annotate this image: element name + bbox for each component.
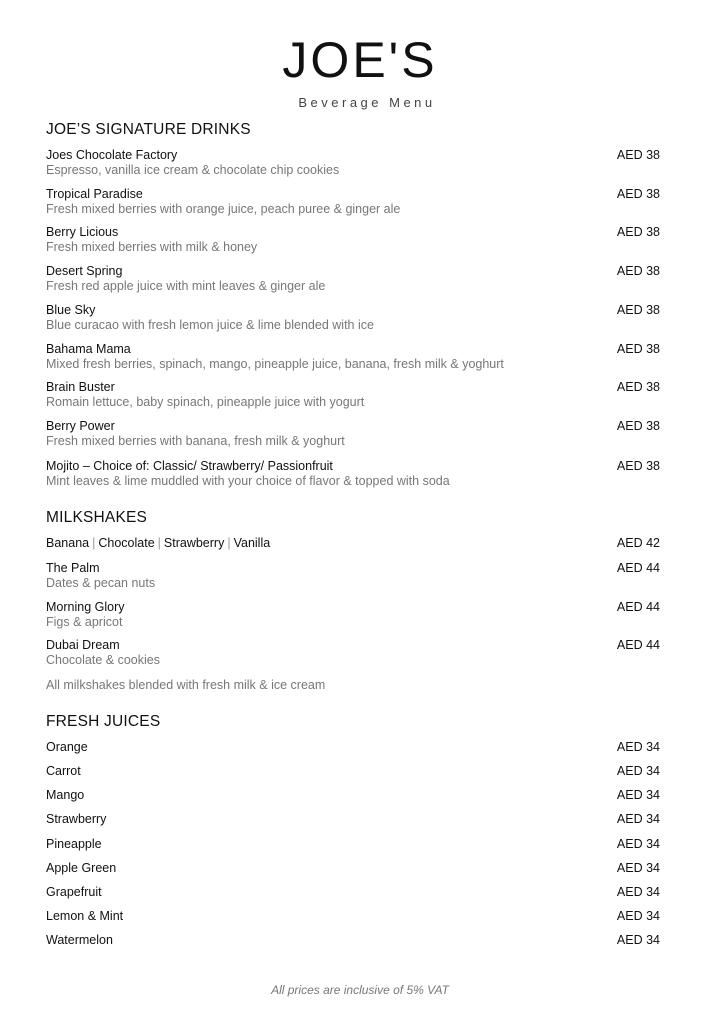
item-description: Romain lettuce, baby spinach, pineapple juice with yogurt [46, 395, 365, 409]
item-description: Blue curacao with fresh lemon juice & lime blended with ice [46, 318, 374, 332]
item-name: Apple Green [46, 861, 117, 875]
flavor-banana: Banana [46, 536, 90, 550]
item-name: Lemon & Mint [46, 909, 124, 923]
item-description: Dates & pecan nuts [46, 576, 156, 590]
item-name: Pineapple [46, 837, 102, 851]
section-title-signature: JOE’S SIGNATURE DRINKS [46, 121, 251, 138]
item-price: AED 34 [616, 740, 660, 754]
item-name: Orange [46, 740, 88, 754]
milkshake-flavors-row [46, 536, 660, 551]
item-price: AED 34 [616, 861, 660, 875]
menu-item [46, 561, 660, 591]
menu-item [46, 380, 660, 410]
item-price: AED 42 [616, 536, 660, 550]
item-price: AED 34 [616, 764, 660, 778]
item-price: AED 38 [616, 459, 660, 473]
item-name: Carrot [46, 764, 81, 778]
item-description: Fresh red apple juice with mint leaves & ginger ale [46, 279, 326, 293]
menu-item [46, 812, 660, 827]
item-price: AED 34 [616, 837, 660, 851]
flavor-separator: | [157, 536, 161, 550]
item-name: Berry Licious [46, 225, 119, 239]
item-description: Mixed fresh berries, spinach, mango, pineapple juice, banana, fresh milk & yoghurt [46, 357, 504, 371]
flavor-strawberry: Strawberry [163, 536, 225, 550]
item-price: AED 38 [616, 380, 660, 394]
menu-item [46, 764, 660, 779]
flavor-chocolate: Chocolate [98, 536, 155, 550]
item-description: Fresh mixed berries with orange juice, peach puree & ginger ale [46, 202, 401, 216]
milkshake-note: All milkshakes blended with fresh milk & ice cream [46, 678, 326, 692]
item-price: AED 38 [616, 264, 660, 278]
item-name: Tropical Paradise [46, 187, 143, 201]
item-price: AED 34 [616, 909, 660, 923]
item-price: AED 34 [616, 788, 660, 802]
item-description: Mint leaves & lime muddled with your choice of flavor & topped with soda [46, 474, 450, 488]
item-price: AED 44 [616, 638, 660, 652]
flavor-separator: | [227, 536, 231, 550]
menu-item [46, 303, 660, 333]
flavor-list [46, 536, 660, 551]
vat-footnote: All prices are inclusive of 5% VAT [271, 983, 449, 997]
item-price: AED 34 [616, 885, 660, 899]
item-description: Fresh mixed berries with milk & honey [46, 240, 258, 254]
menu-item [46, 600, 660, 630]
item-price: AED 44 [616, 600, 660, 614]
flavor-separator: | [92, 536, 96, 550]
section-title-milkshakes: MILKSHAKES [46, 509, 148, 526]
menu-item [46, 342, 660, 372]
menu-item [46, 264, 660, 294]
menu-item [46, 740, 660, 755]
menu-item [46, 187, 660, 217]
item-name: Desert Spring [46, 264, 123, 278]
item-price: AED 38 [616, 342, 660, 356]
item-description: Chocolate & cookies [46, 653, 160, 667]
section-title-juices: FRESH JUICES [46, 713, 161, 730]
item-description: Espresso, vanilla ice cream & chocolate chip cookies [46, 163, 340, 177]
item-description: Fresh mixed berries with banana, fresh milk & yoghurt [46, 434, 345, 448]
flavor-vanilla: Vanilla [233, 536, 271, 550]
item-name: Blue Sky [46, 303, 96, 317]
menu-item [46, 885, 660, 900]
item-price: AED 38 [616, 225, 660, 239]
item-name: Joes Chocolate Factory [46, 148, 178, 162]
item-name: Mango [46, 788, 85, 802]
item-name: Mojito – Choice of: Classic/ Strawberry/ Passionfruit [46, 459, 333, 473]
menu-item [46, 148, 660, 178]
item-name: Bahama Mama [46, 342, 131, 356]
item-price: AED 44 [616, 561, 660, 575]
item-name: Morning Glory [46, 600, 125, 614]
item-price: AED 38 [616, 187, 660, 201]
item-price: AED 34 [616, 933, 660, 947]
item-name: Strawberry [46, 812, 107, 826]
item-name: Watermelon [46, 933, 113, 947]
menu-subtitle: Beverage Menu [298, 95, 436, 110]
menu-item [46, 861, 660, 876]
menu-item [46, 459, 660, 489]
menu-item [46, 909, 660, 924]
menu-item [46, 419, 660, 449]
item-price: AED 38 [616, 303, 660, 317]
menu-item [46, 933, 660, 948]
item-price: AED 38 [616, 419, 660, 433]
item-name: Grapefruit [46, 885, 102, 899]
item-price: AED 34 [616, 812, 660, 826]
item-name: The Palm [46, 561, 100, 575]
item-name: Dubai Dream [46, 638, 120, 652]
menu-item [46, 837, 660, 852]
item-price: AED 38 [616, 148, 660, 162]
menu-item [46, 638, 660, 668]
item-name: Berry Power [46, 419, 115, 433]
menu-item [46, 225, 660, 255]
brand-logo: JOE'S [282, 32, 438, 88]
item-description: Figs & apricot [46, 615, 123, 629]
item-name: Brain Buster [46, 380, 115, 394]
menu-item [46, 788, 660, 803]
